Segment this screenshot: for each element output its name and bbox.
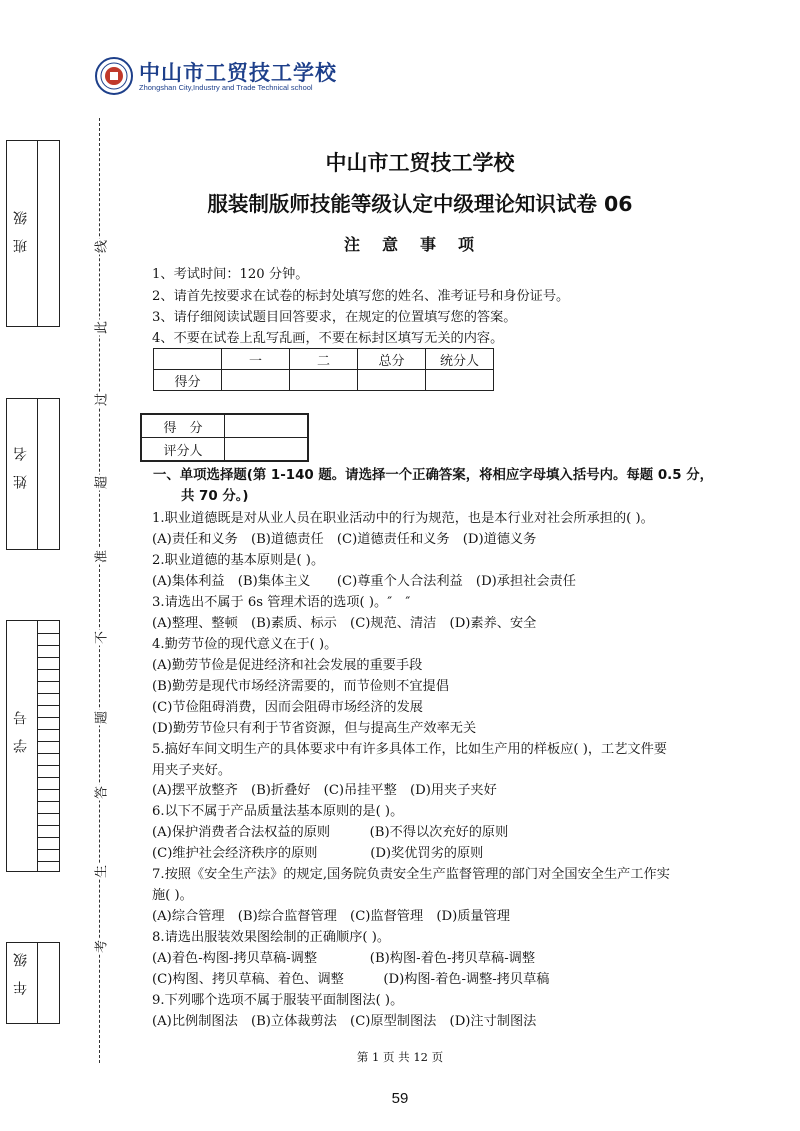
question-line: 施( )。 [152,888,193,903]
question-line: 7.按照《安全生产法》的规定,国务院负责安全生产监督管理的部门对全国安全生产工作实 [152,867,670,882]
seal-char: 生 [91,864,110,880]
notice-item: 1、考试时间：120 分钟。 [152,267,309,282]
exam-title: 服装制版师技能等级认定中级理论知识试卷 06 [207,192,633,216]
seal-char: 准 [91,549,110,565]
question-line: (A)保护消费者合法权益的原则 (B)不得以次充好的原则 [152,825,509,840]
school-title: 中山市工贸技工学校 [325,151,515,175]
score-header-cell [154,349,222,370]
question-line: (A)集体利益 (B)集体主义 (C)尊重个人合法利益 (D)承担社会责任 [152,574,576,589]
page-footer: 第 1 页 共 12 页 [356,1050,444,1064]
student-id-box [6,620,60,872]
logo-name-cn: 中山市工贸技工学校 [139,61,337,85]
question-line: (A)勤劳节俭是促进经济和社会发展的重要手段 [152,658,423,673]
section-heading: 一、单项选择题(第 1-140 题。请选择一个正确答案，将相应字母填入括号内。每题 0.5 分， [153,468,713,483]
grader-label: 评分人 [141,438,225,462]
score-header-cell: 总分 [358,349,426,370]
question-line: 4.勤劳节俭的现代意义在于( )。 [152,637,338,652]
score-cell[interactable] [222,370,290,391]
binding-dashed-line [99,118,100,1063]
grader-score-cell[interactable] [225,414,309,438]
question-line: (D)勤劳节俭只有利于节省资源，但与提高生产效率无关 [152,721,477,736]
page-number: 59 [391,1090,409,1107]
seal-char: 超 [91,475,110,491]
question-line: (A)整理、整顿 (B)素质、标示 (C)规范、清洁 (D)素养、安全 [152,616,537,631]
score-cell[interactable] [358,370,426,391]
logo-name-en: Zhongshan City,Industry and Trade Technical school [139,83,313,92]
name-box [6,398,60,550]
notice-item: 2、请首先按要求在试卷的标封处填写您的姓名、准考证号和身份证号。 [152,289,570,304]
grade-box [6,942,60,1024]
question-line: 3.请选出不属于 6s 管理术语的选项( )。″ ″ [152,595,411,610]
notice-title: 注意事项 [343,235,496,254]
question-line: (A)责任和义务 (B)道德责任 (C)道德责任和义务 (D)道德义务 [152,532,537,547]
question-line: (C)维护社会经济秩序的原则 (D)奖优罚劣的原则 [152,846,484,861]
grader-table [140,413,309,462]
score-header-cell: 一 [222,349,290,370]
question-line: (B)勤劳是现代市场经济需要的，而节俭则不宜提倡 [152,679,449,694]
seal-char: 线 [91,239,110,255]
seal-char: 答 [91,785,110,801]
score-cell[interactable] [426,370,494,391]
question-line: (A)综合管理 (B)综合监督管理 (C)监督管理 (D)质量管理 [152,909,510,924]
seal-char: 不 [91,630,110,646]
seal-char: 考 [91,939,110,955]
question-line: (A)摆平放整齐 (B)折叠好 (C)吊挂平整 (D)用夹子夹好 [152,783,497,798]
class-box [6,140,60,327]
score-header-cell: 统分人 [426,349,494,370]
question-line: 6.以下不属于产品质量法基本原则的是( )。 [152,804,404,819]
question-line: 1.职业道德既是对从业人员在职业活动中的行为规范，也是本行业对社会所承担的( )。 [152,511,654,526]
grader-score-label: 得 分 [141,414,225,438]
score-header-cell: 二 [290,349,358,370]
name-label: 姓 名 [13,447,29,489]
seal-char: 题 [91,710,110,726]
school-logo [95,57,335,97]
class-label: 班 级 [13,211,29,253]
question-line: 2.职业道德的基本原则是( )。 [152,553,325,568]
notice-item: 3、请仔细阅读试题目回答要求，在规定的位置填写您的答案。 [152,310,517,325]
seal-char: 过 [91,392,110,408]
section-heading-cont: 共 70 分。) [181,489,249,504]
question-line: 8.请选出服装效果图绘制的正确顺序( )。 [152,930,391,945]
grade-label: 年 级 [13,953,29,995]
question-line: (A)着色-构图-拷贝草稿-调整 (B)构图-着色-拷贝草稿-调整 [152,951,536,966]
seal-char: 此 [91,320,110,336]
question-line: 5.搞好车间文明生产的具体要求中有许多具体工作，比如生产用的样板应( )，工艺文件要 [152,742,667,757]
score-cell[interactable] [290,370,358,391]
question-line: (C)节俭阻碍消费，因而会阻碍市场经济的发展 [152,700,423,715]
notice-item: 4、不要在试卷上乱写乱画，不要在标封区填写无关的内容。 [152,331,504,346]
question-line: (A)比例制图法 (B)立体裁剪法 (C)原型制图法 (D)注寸制图法 [152,1014,537,1029]
question-line: (C)构图、拷贝草稿、着色、调整 (D)构图-着色-调整-拷贝草稿 [152,972,550,987]
question-line: 用夹子夹好。 [152,763,232,778]
grader-cell[interactable] [225,438,309,462]
question-line: 9.下列哪个选项不属于服装平面制图法( )。 [152,993,404,1008]
school-seal-icon [95,57,133,95]
score-row-label: 得分 [154,370,222,391]
student-id-label: 学 号 [13,711,29,753]
score-table [153,348,494,391]
